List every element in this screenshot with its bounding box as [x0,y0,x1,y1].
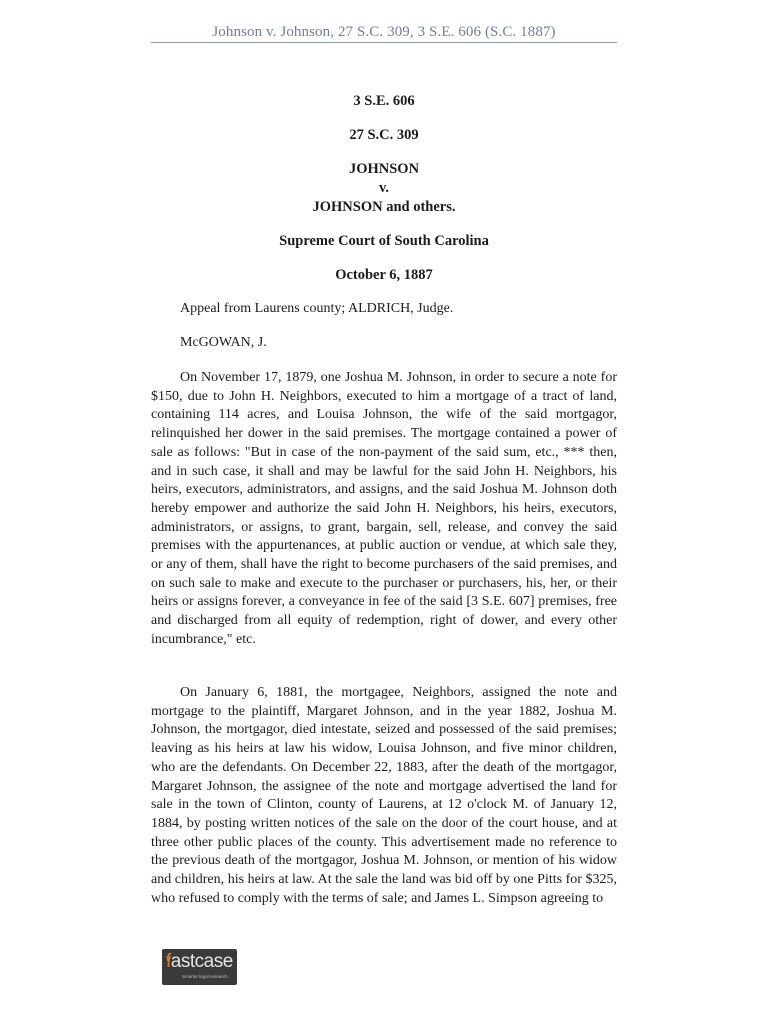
citation-sc: 27 S.C. 309 [349,127,419,143]
logo-wordmark: fastcase [166,951,233,972]
party-versus: v. [378,180,390,196]
judge-line: McGOWAN, J. [180,335,267,350]
court-name: Supreme Court of South Carolina [279,233,489,249]
opinion-paragraph-2: On January 6, 1881, the mortgagee, Neighbors, assigned the note and mortgage to the plaintiff, Margaret Johnson, and in the year 1882, Joshua M. Johnson, the mortgagor, died intestate, seized and possessed of the said premises; leaving as his heirs at law his widow, Louisa Johnson, and five minor children, who are the defendants. On December 22, 1883, after the death of the mortgagor, Margaret Johnson, the assignee of the note and mortgage advertised the land for sale in the town of Clinton, county of Laurens, at 12 o'clock M. of January 12, 1884, by posting written notices of the sale on the door of the court house, and at three other public places of the county. This advertisement made no reference to the previous death of the mortgagor, Joshua M. Johnson, or mention of his widow and children, his heirs at law. At the sale the land was bid off by one Pitts for $325, who refused to comply with the terms of sale; and James L. Simpson agreeing to [151,685,617,906]
fastcase-logo[interactable] [162,949,237,985]
opinion-paragraph-1: On November 17, 1879, one Joshua M. Johnson, in order to secure a note for $150, due to John H. Neighbors, executed to him a mortgage of a tract of land, containing 114 acres, and Louisa Johnson, the wife of the said mortgagor, relinquished her dower in the said premises. The mortgage contained a power of sale as follows: "But in case of the non-payment of the said sum, etc., *** then, and in such case, it shall and may be lawful for the said John H. Neighbors, his heirs, executors, administrators, and assigns, and the said Joshua M. Johnson doth hereby empower and authorize the said John H. Neighbors, his heirs, executors, administrators, or assigns, to grant, bargain, sell, release, and convey the said premises with the appurtenances, at public auction or vendue, at which sale they, or any of them, shall have the right to become purchasers of the said premises, and on such sale to make and execute to the purchaser or purchasers, his, her, or their heirs or assigns forever, a conveyance in fee of the said [3 S.E. 607] premises, free and discharged from all equity of redemption, right of dower, and every other incumbrance," etc. [151,370,617,647]
appeal-line: Appeal from Laurens county; ALDRICH, Judge. [180,301,454,316]
decision-date: October 6, 1887 [335,267,433,283]
logo-tagline: Smarter legal research. [182,974,229,979]
party-defendant: JOHNSON and others. [312,199,456,215]
citation-se: 3 S.E. 606 [353,93,415,109]
header-divider [151,42,617,43]
party-plaintiff: JOHNSON [348,161,420,177]
running-header: Johnson v. Johnson, 27 S.C. 309, 3 S.E. 606 (S.C. 1887) [212,24,556,40]
